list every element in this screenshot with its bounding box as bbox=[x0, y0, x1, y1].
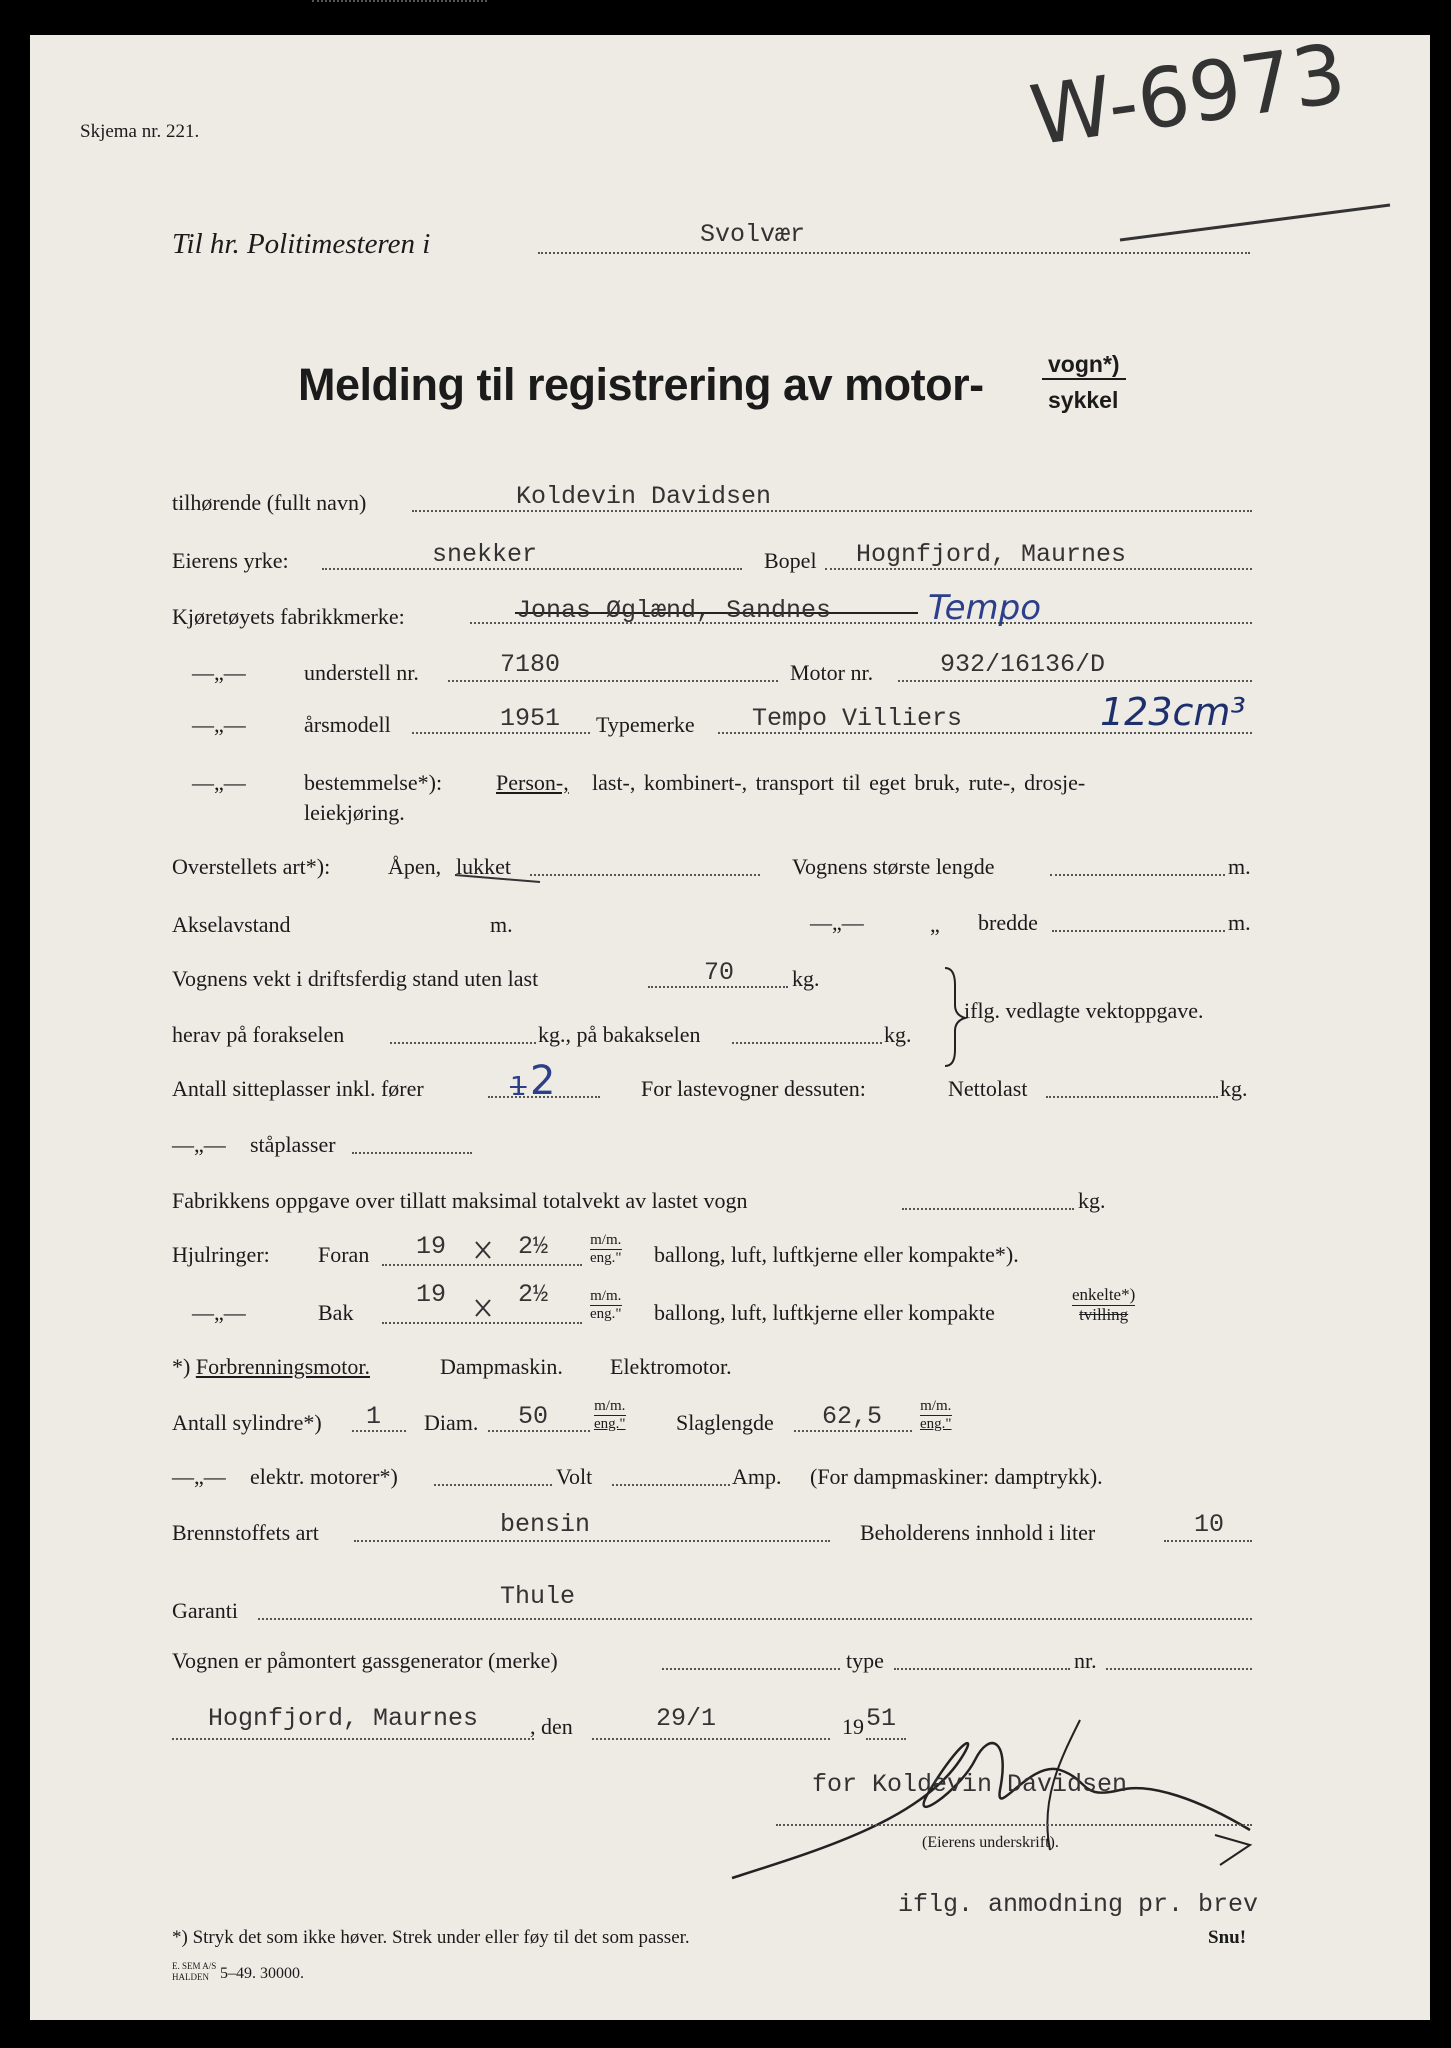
max-weight-line bbox=[902, 1208, 1074, 1210]
volt-label: Volt bbox=[556, 1464, 593, 1489]
front-axle-line bbox=[390, 1042, 536, 1044]
times-front bbox=[476, 1242, 490, 1258]
tyres-mount bbox=[1072, 1286, 1135, 1324]
wheelbase-line bbox=[312, 0, 487, 2]
seats-struck: 1 bbox=[510, 1072, 527, 1102]
weight-note: iflg. vedlagte vektoppgave. bbox=[964, 998, 1204, 1023]
addressee-label: Til hr. Politimesteren i bbox=[172, 228, 431, 260]
year-line bbox=[866, 1738, 906, 1740]
engine-combustion-text: Forbrenningsmotor. bbox=[195, 1354, 370, 1379]
length-label: Vognens største lengde bbox=[792, 854, 995, 879]
tyres-front-label: Foran bbox=[318, 1242, 370, 1267]
tyres-rear-unit-bottom: eng." bbox=[590, 1305, 622, 1322]
signature-caption: (Eierens underskrift). bbox=[922, 1834, 1059, 1851]
gas-type-line bbox=[894, 1668, 1070, 1670]
weight-label: Vognens vekt i driftsferdig stand uten last bbox=[172, 966, 539, 991]
tyres-rear-width: 19 bbox=[416, 1280, 447, 1309]
rear-axle-line bbox=[732, 1042, 882, 1044]
gas-line bbox=[662, 1668, 840, 1670]
body-open: Åpen, bbox=[388, 854, 442, 879]
ditto-1: —„— bbox=[192, 660, 246, 685]
title-vogn: vogn*) bbox=[1042, 353, 1126, 380]
tyres-front-unit-top: m/m. bbox=[590, 1232, 622, 1248]
stroke-unit bbox=[920, 1398, 952, 1432]
residence-label: Bopel bbox=[764, 548, 817, 573]
fuel-label: Brennstoffets art bbox=[172, 1520, 319, 1545]
motor-line bbox=[898, 680, 1252, 682]
width-line bbox=[1052, 930, 1225, 932]
tyres-rear-unit bbox=[590, 1288, 622, 1322]
body-type-line bbox=[530, 874, 760, 876]
diam-unit-top: m/m. bbox=[594, 1398, 626, 1414]
type-label: Typemerke bbox=[596, 712, 695, 737]
width-label: bredde bbox=[978, 910, 1038, 935]
motor-value: 932/16136/D bbox=[940, 650, 1106, 679]
reference-number: W-6973 bbox=[1024, 26, 1352, 165]
diam-value: 50 bbox=[518, 1402, 549, 1431]
purpose-person: Person-, bbox=[496, 770, 569, 795]
ditto-2: —„— bbox=[192, 712, 246, 737]
purpose-line2: leiekjøring. bbox=[304, 800, 405, 825]
make-label: Kjøretøyets fabrikkmerke: bbox=[172, 604, 405, 629]
tyres-label: Hjulringer: bbox=[172, 1242, 270, 1267]
weight-unit: kg. bbox=[792, 966, 820, 991]
cylinders-value: 1 bbox=[366, 1402, 382, 1431]
volt-line bbox=[612, 1484, 730, 1486]
net-load-unit: kg. bbox=[1220, 1076, 1248, 1101]
tyres-rear-types: ballong, luft, luftkjerne eller kompakte bbox=[654, 1300, 995, 1325]
wheelbase-unit: m. bbox=[490, 912, 513, 937]
net-load-line bbox=[1046, 1096, 1218, 1098]
owner-signature bbox=[732, 1743, 1250, 1878]
rear-axle-unit: kg. bbox=[884, 1022, 912, 1047]
diam-unit-bottom: eng." bbox=[594, 1415, 626, 1432]
cylinders-label: Antall sylindre*) bbox=[172, 1410, 322, 1435]
electric-label: elektr. motorer*) bbox=[250, 1464, 398, 1489]
date-line bbox=[592, 1738, 830, 1740]
owner-value: Koldevin Davidsen bbox=[516, 482, 772, 511]
purpose-rest: last-, kombinert-, transport til eget bruk, rute-, drosje- bbox=[592, 770, 1086, 795]
form-title: Melding til registrering av motor- bbox=[298, 359, 984, 410]
engine-electric: Elektromotor. bbox=[610, 1354, 732, 1379]
stroke-value: 62,5 bbox=[822, 1402, 883, 1431]
occupation-value: snekker bbox=[432, 540, 538, 569]
occupation-label: Eierens yrke: bbox=[172, 548, 289, 573]
warranty-value: Thule bbox=[500, 1582, 576, 1611]
place-line bbox=[172, 1738, 534, 1740]
width-unit: m. bbox=[1228, 910, 1251, 935]
length-unit: m. bbox=[1228, 854, 1251, 879]
seats-label: Antall sitteplasser inkl. fører bbox=[172, 1076, 424, 1101]
tank-label: Beholderens innhold i liter bbox=[860, 1520, 1096, 1545]
diam-unit bbox=[594, 1398, 626, 1432]
fuel-line bbox=[354, 1540, 830, 1542]
year-suffix: 51 bbox=[866, 1704, 897, 1733]
stroke-unit-bottom: eng." bbox=[920, 1415, 952, 1432]
tyres-rear-label: Bak bbox=[318, 1300, 354, 1325]
body-type-label: Overstellets art*): bbox=[172, 854, 331, 879]
footnote: *) Stryk det som ikke høver. Strek under eller føy til det som passer. bbox=[172, 1927, 690, 1948]
make-handwritten: Tempo bbox=[928, 588, 1041, 628]
motor-label: Motor nr. bbox=[790, 660, 874, 685]
seats-value: 2 bbox=[530, 1058, 556, 1104]
tyres-front-unit bbox=[590, 1232, 622, 1266]
printer-code: 5–49. 30000. bbox=[220, 1965, 304, 1982]
printer-line2: HALDEN bbox=[172, 1972, 209, 1982]
model-year-value: 1951 bbox=[500, 704, 561, 733]
purpose-label: bestemmelse*): bbox=[304, 770, 443, 795]
standing-line bbox=[352, 1152, 472, 1154]
steam-note: (For dampmaskiner: damptrykk). bbox=[810, 1464, 1103, 1489]
date-den: , den bbox=[530, 1714, 573, 1739]
amp-label: Amp. bbox=[732, 1464, 782, 1489]
tyres-rear-unit-top: m/m. bbox=[590, 1288, 622, 1304]
title-sykkel: sykkel bbox=[1048, 387, 1119, 413]
signature-request: iflg. anmodning pr. brev bbox=[898, 1890, 1259, 1919]
tyres-front-width: 19 bbox=[416, 1232, 447, 1261]
tyres-front-types: ballong, luft, luftkjerne eller kompakte*). bbox=[654, 1242, 1019, 1267]
diam-label: Diam. bbox=[424, 1410, 479, 1435]
warranty-label: Garanti bbox=[172, 1598, 238, 1623]
chassis-value: 7180 bbox=[500, 650, 561, 679]
make-struck-value: Jonas Øglænd, Sandnes bbox=[516, 596, 832, 625]
standing-label: ståplasser bbox=[250, 1132, 336, 1157]
ditto-3: —„— bbox=[192, 770, 246, 795]
fuel-value: bensin bbox=[500, 1510, 591, 1539]
turn-over: Snu! bbox=[1208, 1927, 1247, 1948]
printer-line1: E. SEM A/S bbox=[172, 1961, 217, 1971]
chassis-line bbox=[448, 680, 778, 682]
addressee-value: Svolvær bbox=[700, 220, 806, 249]
type-handwritten-note: 123cm³ bbox=[1100, 690, 1246, 734]
gas-nr-label: nr. bbox=[1074, 1648, 1097, 1673]
length-line bbox=[1050, 874, 1225, 876]
brace bbox=[945, 968, 965, 1066]
tyres-front-line bbox=[382, 1264, 582, 1266]
form-number: Skjema nr. 221. bbox=[80, 121, 200, 142]
ref-underline bbox=[1120, 205, 1390, 240]
warranty-line bbox=[258, 1618, 1252, 1620]
year-prefix: 19 bbox=[842, 1714, 864, 1739]
tank-value: 10 bbox=[1194, 1510, 1225, 1539]
residence-value: Hognfjord, Maurnes bbox=[856, 540, 1127, 569]
engine-steam: Dampmaskin. bbox=[440, 1354, 563, 1379]
place-value: Hognfjord, Maurnes bbox=[208, 1704, 479, 1733]
stroke-label: Slaglengde bbox=[676, 1410, 774, 1435]
type-value: Tempo Villiers bbox=[752, 704, 963, 733]
width-ditto: „ bbox=[930, 912, 940, 937]
max-weight-unit: kg. bbox=[1078, 1188, 1106, 1213]
addressee-line bbox=[538, 252, 1250, 254]
max-weight-label: Fabrikkens oppgave over tillatt maksimal totalvekt av lastet vogn bbox=[172, 1188, 748, 1213]
ditto-4: —„— bbox=[810, 910, 864, 935]
gas-label: Vognen er påmontert gassgenerator (merke) bbox=[172, 1648, 558, 1673]
tyres-rear-line bbox=[382, 1322, 582, 1324]
signature-tail bbox=[1215, 1835, 1250, 1865]
engine-combustion: *) Forbrenningsmotor. bbox=[172, 1354, 370, 1379]
weight-value: 70 bbox=[704, 958, 735, 987]
date-value: 29/1 bbox=[656, 1704, 717, 1733]
truck-label: For lastevogner dessuten: bbox=[641, 1076, 866, 1101]
owner-label: tilhørende (fullt navn) bbox=[172, 490, 367, 515]
front-axle-label: herav på forakselen bbox=[172, 1022, 345, 1047]
net-load-label: Nettolast bbox=[948, 1076, 1028, 1101]
signature-line bbox=[776, 1824, 1252, 1826]
ditto-7: —„— bbox=[172, 1464, 226, 1489]
tyres-single: enkelte*) bbox=[1072, 1285, 1136, 1304]
gas-nr-line bbox=[1106, 1668, 1252, 1670]
tyres-front-unit-bottom: eng." bbox=[590, 1249, 622, 1266]
wheelbase-label: Akselavstand bbox=[172, 912, 291, 937]
chassis-label: understell nr. bbox=[304, 660, 419, 685]
tyres-twin: tvilling bbox=[1079, 1304, 1129, 1324]
ditto-6: —„— bbox=[192, 1300, 246, 1325]
tyres-rear-section: 2½ bbox=[518, 1280, 549, 1309]
electric-line bbox=[434, 1484, 552, 1486]
tank-line bbox=[1164, 1540, 1252, 1542]
gas-type-label: type bbox=[846, 1648, 884, 1673]
front-axle-unit: kg., på bakakselen bbox=[538, 1022, 701, 1047]
body-closed: lukket bbox=[456, 854, 511, 879]
signature-for-text: for Koldevin Davidsen bbox=[812, 1770, 1128, 1799]
model-year-label: årsmodell bbox=[304, 712, 391, 737]
ditto-5: —„— bbox=[172, 1132, 226, 1157]
tyres-front-section: 2½ bbox=[518, 1232, 549, 1261]
times-rear bbox=[476, 1300, 490, 1316]
stroke-unit-top: m/m. bbox=[920, 1398, 952, 1414]
